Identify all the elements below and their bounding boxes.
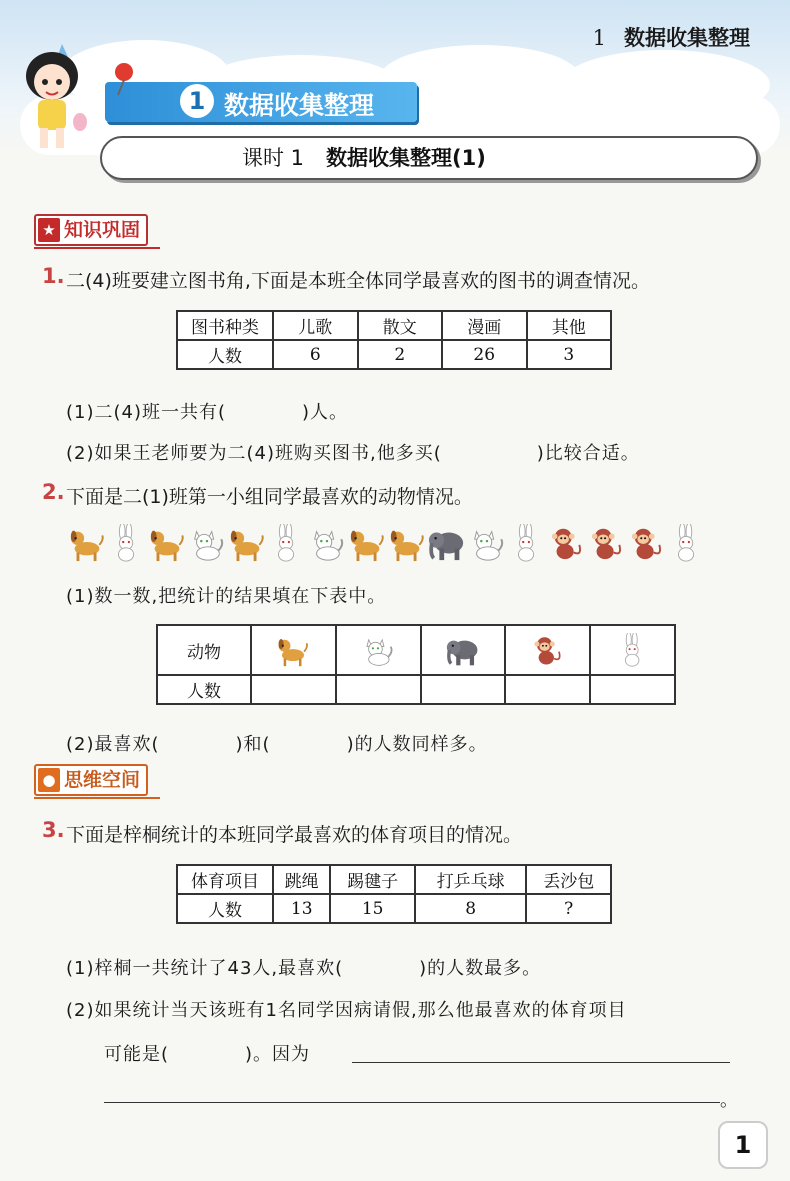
table-header-cell: 漫画 xyxy=(442,311,527,340)
cat-icon xyxy=(188,524,226,562)
answer-line[interactable] xyxy=(104,1102,720,1103)
animal-item xyxy=(228,524,266,564)
dog-icon xyxy=(148,524,186,562)
q1-sub2[interactable]: (2)如果王老师要为二(4)班购买图书,他多买( )比较合适。 xyxy=(66,443,640,464)
q2-table xyxy=(156,624,676,705)
answer-cell[interactable] xyxy=(421,675,506,704)
answer-cell[interactable] xyxy=(336,675,421,704)
q3-text: 下面是梓桐统计的本班同学最喜欢的体育项目的情况。 xyxy=(66,824,523,846)
animal-item xyxy=(108,524,146,564)
bulb-icon: ● xyxy=(38,768,60,792)
cat-icon xyxy=(468,524,506,562)
table-cell: 3 xyxy=(527,340,612,369)
page-number: 1 xyxy=(718,1121,768,1169)
table-header-cell: 跳绳 xyxy=(273,865,330,894)
section-thinking-title: 思维空间 xyxy=(64,769,141,791)
animal-item xyxy=(308,524,346,564)
banner-title: 数据收集整理 xyxy=(224,91,375,120)
table-animal-cell xyxy=(251,625,336,675)
section-knowledge-title: 知识巩固 xyxy=(64,219,141,241)
animal-item xyxy=(188,524,226,564)
q3-sub1[interactable]: (1)梓桐一共统计了43人,最喜欢( )的人数最多。 xyxy=(66,958,542,979)
q3-sub2: (2)如果统计当天该班有1名同学因病请假,那么他最喜欢的体育项目 xyxy=(66,1000,627,1021)
monkey-icon xyxy=(548,524,586,562)
animal-item xyxy=(508,524,546,564)
banner-number: 1 xyxy=(180,84,214,118)
monkey-icon xyxy=(528,633,568,667)
answer-cell[interactable] xyxy=(251,675,336,704)
cat-icon xyxy=(358,633,398,667)
animal-item xyxy=(588,524,626,564)
star-icon: ★ xyxy=(38,218,60,242)
rabbit-icon xyxy=(108,524,146,562)
girl-mascot-icon xyxy=(14,42,92,154)
section-thinking-badge xyxy=(34,764,148,796)
table-header-cell: 儿歌 xyxy=(273,311,358,340)
cat-icon xyxy=(308,524,346,562)
animal-item xyxy=(428,524,466,564)
q3-table xyxy=(176,864,612,924)
table-animal-cell xyxy=(421,625,506,675)
q1-table xyxy=(176,310,612,370)
table-row-label: 人数 xyxy=(157,675,251,704)
rabbit-icon xyxy=(268,524,306,562)
table-cell: 6 xyxy=(273,340,358,369)
animal-item xyxy=(668,524,706,564)
table-animal-cell xyxy=(336,625,421,675)
lesson-title xyxy=(242,142,486,172)
lesson-label: 课时 1 xyxy=(242,146,305,170)
dog-icon xyxy=(273,633,313,667)
rabbit-icon xyxy=(613,633,653,667)
animal-item xyxy=(548,524,586,564)
q3-number: 3. xyxy=(42,818,65,842)
table-header-cell: 动物 xyxy=(157,625,251,675)
answer-cell[interactable] xyxy=(590,675,675,704)
table-header-cell: 体育项目 xyxy=(177,865,273,894)
rabbit-icon xyxy=(508,524,546,562)
table-header-cell: 图书种类 xyxy=(177,311,273,340)
table-row xyxy=(157,675,675,704)
table-row-label: 人数 xyxy=(177,340,273,369)
q2-sub1: (1)数一数,把统计的结果填在下表中。 xyxy=(66,586,387,607)
q1-text: 二(4)班要建立图书角,下面是本班全体同学最喜欢的图书的调查情况。 xyxy=(66,270,650,292)
q3-end-mark: 。 xyxy=(720,1090,739,1111)
lesson-name: 数据收集整理(1) xyxy=(326,146,486,170)
q2-sub2[interactable]: (2)最喜欢( )和( )的人数同样多。 xyxy=(66,734,488,755)
animal-picture-row xyxy=(68,524,708,568)
table-row-label: 人数 xyxy=(177,894,273,923)
table-row xyxy=(177,340,611,369)
table-header-cell: 丢沙包 xyxy=(526,865,611,894)
answer-line[interactable] xyxy=(352,1062,730,1063)
table-header-cell: 其他 xyxy=(527,311,612,340)
table-row xyxy=(177,894,611,923)
dog-icon xyxy=(348,524,386,562)
table-header-cell: 散文 xyxy=(358,311,443,340)
section-divider xyxy=(34,247,160,249)
q1-number: 1. xyxy=(42,264,65,288)
table-cell: 26 xyxy=(442,340,527,369)
chapter-title: 数据收集整理 xyxy=(624,26,750,50)
monkey-icon xyxy=(588,524,626,562)
animal-item xyxy=(628,524,666,564)
animal-item xyxy=(348,524,386,564)
section-divider xyxy=(34,797,160,799)
q3-sub3[interactable]: 可能是( )。因为 xyxy=(104,1044,311,1065)
answer-cell[interactable] xyxy=(505,675,590,704)
chapter-header xyxy=(593,22,750,52)
table-cell: 13 xyxy=(273,894,330,923)
pushpin-icon xyxy=(112,62,136,96)
animal-item xyxy=(468,524,506,564)
table-animal-cell xyxy=(590,625,675,675)
table-cell: 2 xyxy=(358,340,443,369)
table-cell: ? xyxy=(526,894,611,923)
section-knowledge-badge xyxy=(34,214,148,246)
animal-item xyxy=(148,524,186,564)
q1-sub1[interactable]: (1)二(4)班一共有( )人。 xyxy=(66,402,349,423)
q2-text: 下面是二(1)班第一小组同学最喜欢的动物情况。 xyxy=(66,486,473,508)
table-animal-cell xyxy=(505,625,590,675)
animal-item xyxy=(268,524,306,564)
dog-icon xyxy=(388,524,426,562)
chapter-number: 1 xyxy=(592,26,606,50)
dog-icon xyxy=(68,524,106,562)
q2-number: 2. xyxy=(42,480,65,504)
table-cell: 15 xyxy=(330,894,415,923)
table-row xyxy=(157,625,675,675)
table-row xyxy=(177,311,611,340)
elephant-icon xyxy=(443,633,483,667)
table-header-cell: 打乒乓球 xyxy=(415,865,527,894)
animal-item xyxy=(68,524,106,564)
rabbit-icon xyxy=(668,524,706,562)
dog-icon xyxy=(228,524,266,562)
table-cell: 8 xyxy=(415,894,527,923)
monkey-icon xyxy=(628,524,666,562)
elephant-icon xyxy=(428,524,466,562)
animal-item xyxy=(388,524,426,564)
table-row xyxy=(177,865,611,894)
table-header-cell: 踢毽子 xyxy=(330,865,415,894)
